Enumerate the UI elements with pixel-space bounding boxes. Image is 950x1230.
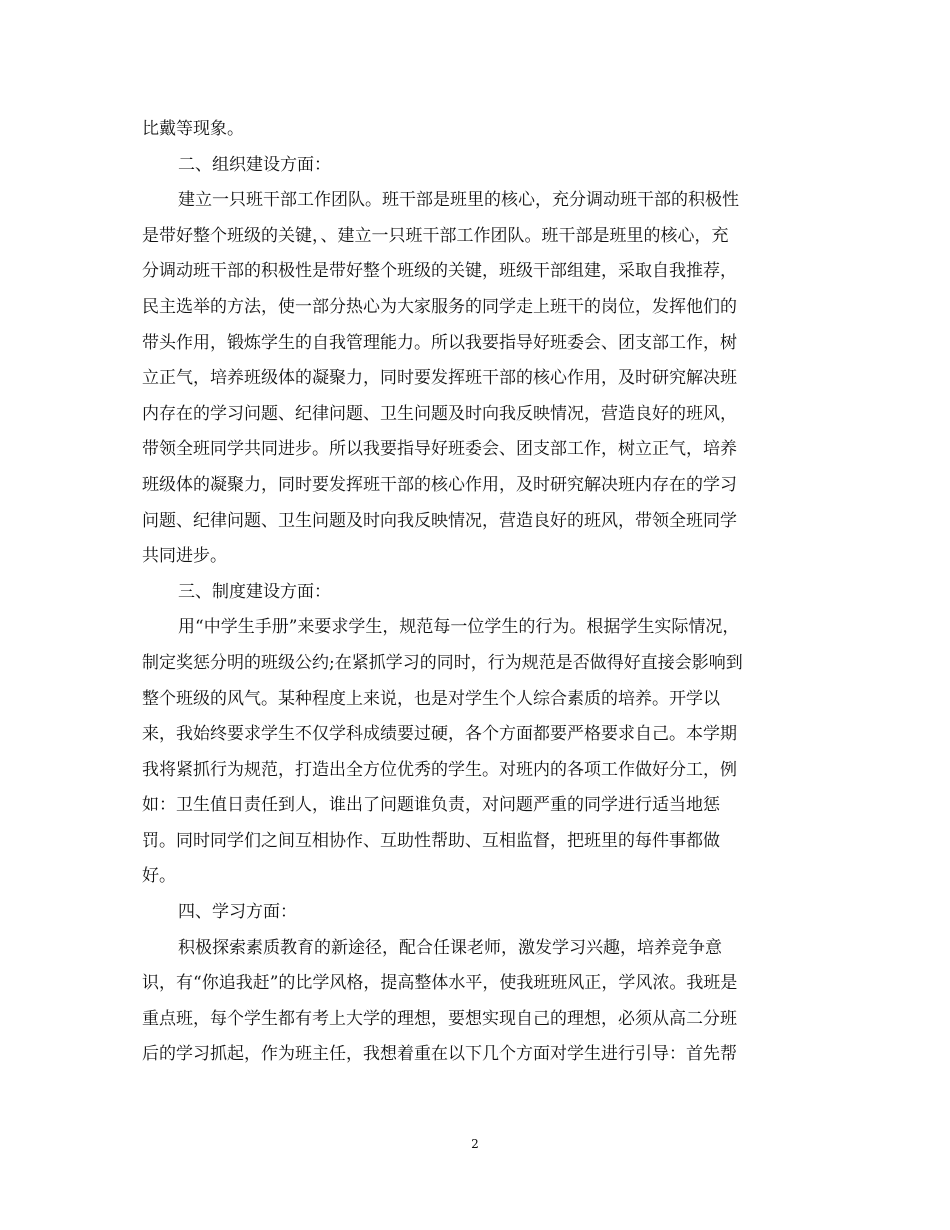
text-line: 整个班级的风气。某种程度上来说，也是对学生个人综合素质的培养。开学以 [142,688,720,709]
page-number: 2 [471,1137,479,1151]
text-line: 建立一只班干部工作团队。班干部是班里的核心，充分调动班干部的积极性 [178,190,739,211]
text-line: 立正气，培养班级体的凝聚力，同时要发挥班干部的核心作用，及时研究解决班 [142,368,737,389]
text-line: 好。 [142,866,176,887]
text-line: 识，有“你追我赶”的比学风格，提高整体水平，使我班班风正，学风浓。我班是 [142,973,738,994]
text-line: 共同进步。 [142,546,227,567]
text-line: 班级体的凝聚力，同时要发挥班干部的核心作用，及时研究解决班内存在的学习 [142,474,737,495]
text-line: 内存在的学习问题、纪律问题、卫生问题及时向我反映情况，营造良好的班风， [142,403,737,424]
text-line: 积极探索素质教育的新途径，配合任课老师，激发学习兴趣，培养竞争意 [178,937,722,958]
text-line: 带领全班同学共同进步。所以我要指导好班委会、团支部工作，树立正气，培养 [142,439,737,460]
text-line: 三、制度建设方面： [178,581,331,602]
text-line: 二、组织建设方面： [178,154,331,175]
text-line: 制定奖惩分明的班级公约;在紧抓学习的同时，行为规范是否做得好直接会影响到 [142,652,743,673]
text-line: 民主选举的方法，使一部分热心为大家服务的同学走上班干的岗位，发挥他们的 [142,296,737,317]
text-line: 分调动班干部的积极性是带好整个班级的关键，班级干部组建，采取自我推荐， [142,261,737,282]
text-line: 来，我始终要求学生不仅学科成绩要过硬，各个方面都要严格要求自己。本学期 [142,724,737,745]
text-line: 罚。同时同学们之间互相协作、互助性帮助、互相监督，把班里的每件事都做 [142,830,720,851]
text-line: 带头作用，锻炼学生的自我管理能力。所以我要指导好班委会、团支部工作，树 [142,332,737,353]
text-line: 比戴等现象。 [142,119,244,139]
text-line: 重点班，每个学生都有考上大学的理想，要想实现自己的理想，必须从高二分班 [142,1008,737,1029]
text-line: 是带好整个班级的关键，、建立一只班干部工作团队。班干部是班里的核心，充 [142,225,729,246]
text-line: 问题、纪律问题、卫生问题及时向我反映情况，营造良好的班风，带领全班同学 [142,510,737,531]
text-line: 我将紧抓行为规范，打造出全方位优秀的学生。对班内的各项工作做好分工，例 [142,759,737,780]
text-line: 四、学习方面： [178,902,297,923]
text-line: 用“中学生手册”来要求学生，规范每一位学生的行为。根据学生实际情况， [178,617,740,638]
text-line: 如：卫生值日责任到人，谁出了问题谁负责，对问题严重的同学进行适当地惩 [142,795,720,816]
text-line: 后的学习抓起，作为班主任，我想着重在以下几个方面对学生进行引导：首先帮 [142,1044,737,1065]
document-body [142,112,814,1073]
